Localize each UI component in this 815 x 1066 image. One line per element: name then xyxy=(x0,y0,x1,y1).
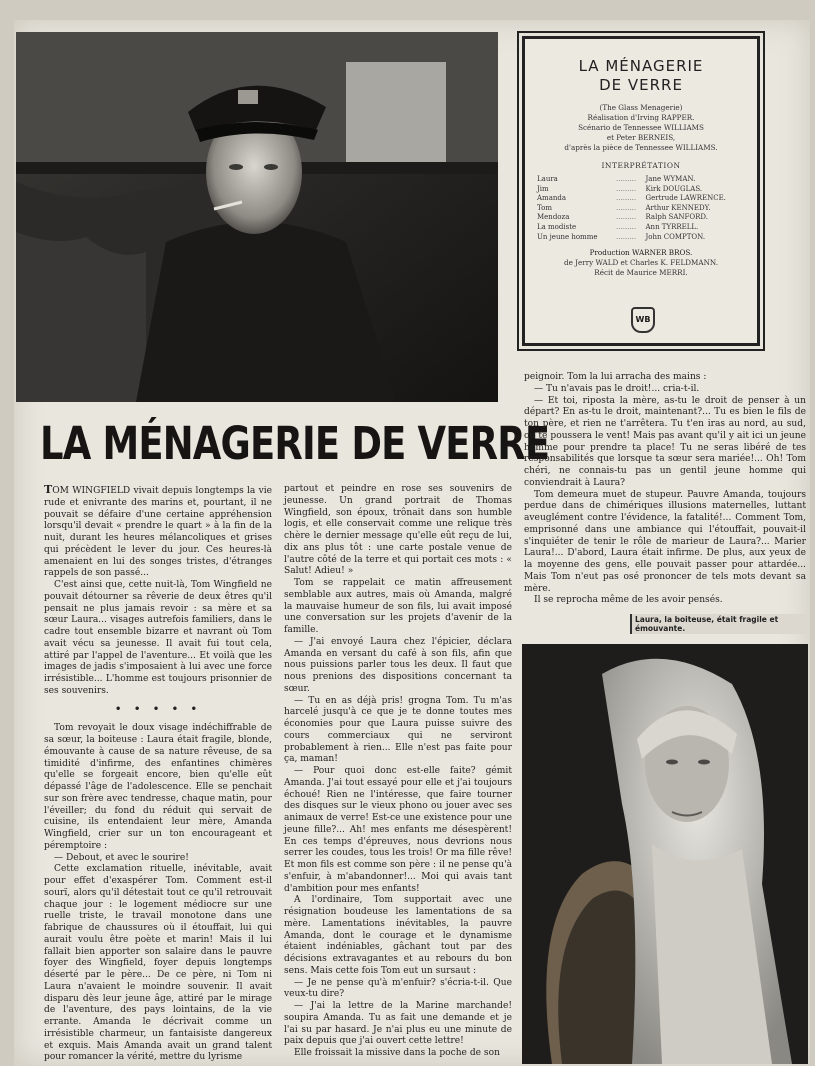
paragraph: C'est ainsi que, cette nuit-là, Tom Wingfield ne pouvait détourner sa rêverie de deux êtres qu'il pensait ne plus jamais revoir : sa mère et sa sœur Laura... visages autrefois familiers, dans le cadre tout ensemble bizarre et navrant où Tom avait vécu sa jeunesse. Il avait fui tout cela, attiré par l'appel de l'aventure... Et voilà que les images de jadis s'imposaient à lui avec une force irrésistible... L'homme est toujours prisonnier de ses souvenirs. xyxy=(44,580,272,696)
article-column-1 xyxy=(44,484,272,1064)
cast-role: La modiste xyxy=(537,222,577,231)
director-credit: Réalisation d'Irving RAPPER. xyxy=(587,113,695,122)
paragraph: Il se reprocha même de les avoir pensés. xyxy=(534,595,723,606)
cast-role: Tom xyxy=(537,203,552,212)
paragraph xyxy=(44,484,272,580)
paragraph: partout et peindre en rose ses souvenirs de jeunesse. Un grand portrait de Thomas Wingfield, son époux, trônait dans son humble logis, et elle conservait comme une relique très chère le dernier message qu'elle eût reçu de lui, dix ans plus tôt : une carte postale venue de l'autre côté de la terre et qui portait ces mots : « Salut! Adieu! » xyxy=(284,484,512,577)
credits-title-line2: DE VERRE xyxy=(599,76,683,94)
cast-row xyxy=(535,194,747,204)
cast-actor: Ann TYRRELL. xyxy=(645,222,699,231)
frame-corner xyxy=(522,330,538,346)
cast-dots: ......... xyxy=(616,222,637,231)
paragraph: Elle froissait la missive dans la poche de son xyxy=(294,1048,500,1058)
paragraph: — Pour quoi donc est-elle faite? gémit Amanda. J'ai tout essayé pour elle et j'ai toujours échoué! Rien ne l'intéresse, que faire tourner des disques sur le vieux phono ou jouer avec ses animaux de verre! Est-ce une existence pour une jeune fille?... Ah! mes enfants me désespèrent! En ces temps d'épreuves, nous devrions nous serrer les coudes, tous les trois! Or ma fille rêve! Et mon fils est comme son père : il ne pense qu'à s'enfuir, à m'abandonner!... Moi qui avais tant d'ambition pour mes enfants! xyxy=(284,766,512,894)
cast-dots: ......... xyxy=(616,232,637,241)
scenario-credit-2: et Peter BERNEIS, xyxy=(606,133,676,142)
producers-credit: de Jerry WALD et Charles K. FELDMANN. xyxy=(564,258,718,268)
photo-caption: Laura, la boiteuse, était fragile et émouvante. xyxy=(630,614,808,634)
adaptation-credit: d'après la pièce de Tennessee WILLIAMS. xyxy=(564,143,718,152)
photo-laura xyxy=(522,644,808,1064)
credits-box xyxy=(522,36,760,346)
cast-actor: Gertrude LAWRENCE. xyxy=(645,194,726,203)
frame-corner xyxy=(522,36,538,52)
cast-row xyxy=(535,175,747,185)
paragraph: A l'ordinaire, Tom supportait avec une résignation boudeuse les lamentations de sa mère. Lamentations inévitables, la pauvre Amanda, dont le courage et le dynamisme étaient indéniables, gâchant tout par des décisions extravagantes et au rebours du bon sens. Mais cette fois Tom eut un sursaut : xyxy=(284,895,512,976)
cast-role: Amanda xyxy=(537,194,567,203)
credits-title xyxy=(535,57,747,95)
paragraph: — Je ne pense qu'à m'enfuir? s'écria-t-il. Que veux-tu dire? xyxy=(284,977,512,1000)
interpretation-label: INTERPRÉTATION xyxy=(601,161,681,170)
cast-row xyxy=(535,223,747,233)
cast-role: Mendoza xyxy=(537,213,570,222)
cast-dots: ......... xyxy=(616,184,637,193)
credits-title-line1: LA MÉNAGERIE xyxy=(578,57,704,75)
paragraph: Tom demeura muet de stupeur. Pauvre Amanda, toujours perdue dans de chimériques illusions maternelles, luttant aveuglément contre l'évidence, la fatalité!... Comment Tom, emprisonné dans une ambiance qui l'étouffait, pouvait-il s'inquiéter de tenir le rôle de marieur de Laura?... Marier Laura!... D'abord, Laura était infirme. De plus, aux yeux de la moyenne des gens, elle pouvait passer pour attardée... Mais Tom n'eut pas osé prononcer de tels mots devant sa mère. xyxy=(524,489,806,594)
sailor-photo-image xyxy=(16,32,498,402)
cast-row xyxy=(535,233,747,243)
cast-actor: Jane WYMAN. xyxy=(645,175,696,183)
cast-row xyxy=(535,185,747,195)
cast-dots: ......... xyxy=(616,194,637,203)
paragraph-text: OM WINGFIELD vivait depuis longtemps la vie rude et enivrante des marins et, pourtant, il ne pouvait se défaire d'une certaine appréhension lorsqu'il devait « prendre le quart » à la fin de la nuit, durant les heures mélancoliques et grises qui précèdent le lever du jour. Ces heures-là amenaient en lui des songes tristes, d'étranges rappels de son passé... xyxy=(44,486,272,579)
story-credit: Récit de Maurice MERRI. xyxy=(594,268,688,278)
paragraph: Cette exclamation rituelle, inévitable, avait pour effet d'exaspérer Tom. Comment est-il sourï, alors qu'il détestait tout ce qu'il retrouvait chaque jour : le logement médiocre sur une ruelle triste, le travail monotone dans une fabrique de chaussures où il étouffait, lui qui aurait voulu être poète et marin! Mais il lui fallait bien apporter son salaire dans le pauvre foyer des Wingfield, foyer depuis longtemps déserté par le père... De ce père, ni Tom ni Laura n'avaient le moindre souvenir. Il avait disparu dès leur jeune âge, attiré par le mirage de l'aventure, des pays lointains, de la vie errante. Amanda le décrivait comme un irrésistible charmeur, un fantaisiste dangereux et exquis. Mais Amanda avait un grand talent pour romancer la vérité, mettre du lyrisme xyxy=(44,864,272,1063)
paragraph: — Debout, et avec le sourire! xyxy=(54,852,189,863)
frame-corner xyxy=(744,330,760,346)
paragraph: peignoir. Tom la lui arracha des mains : xyxy=(524,372,707,382)
cast-actor: John COMPTON. xyxy=(645,232,706,241)
magazine-page xyxy=(14,20,810,1066)
production-credit: Production WARNER BROS. xyxy=(589,248,693,258)
article-column-2 xyxy=(284,484,512,1060)
paragraph: — Et toi, riposta la mère, as-tu le droit de penser à un départ? En as-tu le droit, maintenant?... Tu es bien le fils de ton père, et rien ne t'arrêtera. Tu t'en iras au nord, au sud, où te poussera le vent! Mais pas avant qu'il y ait ici un jeune homme pour prendre ta place! Tu ne seras libéré de tes responsabilités que lorsque ta sœur sera mariée!... Oh! Tom chéri, ne connais-tu pas un gentil jeune homme qui conviendrait à Laura? xyxy=(524,395,806,488)
cast-actor: Arthur KENNEDY. xyxy=(645,203,711,212)
paragraph: — Tu en as déjà pris! grogna Tom. Tu m'as harcelé jusqu'à ce que je te donne toutes mes économies pour que Laura puisse suivre des cours commerciaux qui ne serviront probablement à rien... Elle n'est pas faite pour ça, maman! xyxy=(284,695,512,765)
cast-dots: ......... xyxy=(616,203,637,212)
cast-actor: Ralph SANFORD. xyxy=(645,213,708,222)
cast-row xyxy=(535,213,747,223)
article-column-3 xyxy=(524,372,806,607)
cast-dots: ......... xyxy=(616,175,637,183)
section-separator: • • • • • xyxy=(114,701,202,716)
paragraph: — J'ai envoyé Laura chez l'épicier, déclara Amanda en versant du café à son fils, afin que nous puissions parler tous les deux. Il faut que nous prenions des dispositions concernant ta sœur. xyxy=(284,636,512,694)
paragraph: — J'ai la lettre de la Marine marchande! soupira Amanda. Tu as fait une demande et je l'ai su par hasard. Je n'ai plus eu une minute de paix depuis que j'ai ouvert cette lettre! xyxy=(284,1001,512,1047)
photo-tom-sailor xyxy=(16,32,498,402)
frame-corner xyxy=(744,36,760,52)
drop-cap: T xyxy=(44,483,53,496)
cast-actor: Kirk DOUGLAS. xyxy=(645,184,703,193)
cast-role: Un jeune homme xyxy=(537,232,598,241)
paragraph: Tom revoyait le doux visage indéchiffrable de sa sœur, la boiteuse : Laura était fragile, blonde, émouvante à cause de sa nature rêveuse, de sa timidité d'infirme, des enfantines chimères qu'elle se forgeait encore, bien qu'elle eût dépassé l'âge de l'adolescence. Elle se penchait sur son frère avec tendresse, chaque matin, pour l'éveiller; du fond du réduit qui servait de cuisine, ils entendaient leur mère, Amanda Wingfield, crier sur un ton encourageant et péremptoire : xyxy=(44,723,272,851)
scenario-credit: Scénario de Tennessee WILLIAMS xyxy=(578,123,704,132)
cast-role: Jim xyxy=(537,184,549,193)
cast-table xyxy=(535,175,747,242)
cast-dots: ......... xyxy=(616,213,637,222)
paragraph: Tom se rappelait ce matin affreusement semblable aux autres, mais où Amanda, malgré la mauvaise humeur de son fils, lui avait imposé une conversation sur les projets d'avenir de la famille. xyxy=(284,578,512,635)
paragraph: — Tu n'avais pas le droit!... cria-t-il. xyxy=(534,383,700,394)
warner-bros-logo: WB xyxy=(631,307,655,333)
article-headline: LA MÉNAGERIE DE VERRE xyxy=(40,417,550,470)
cast-role: Laura xyxy=(537,175,558,183)
original-title: (The Glass Menagerie) xyxy=(599,103,683,112)
laura-photo-image xyxy=(522,644,808,1064)
cast-row xyxy=(535,204,747,214)
